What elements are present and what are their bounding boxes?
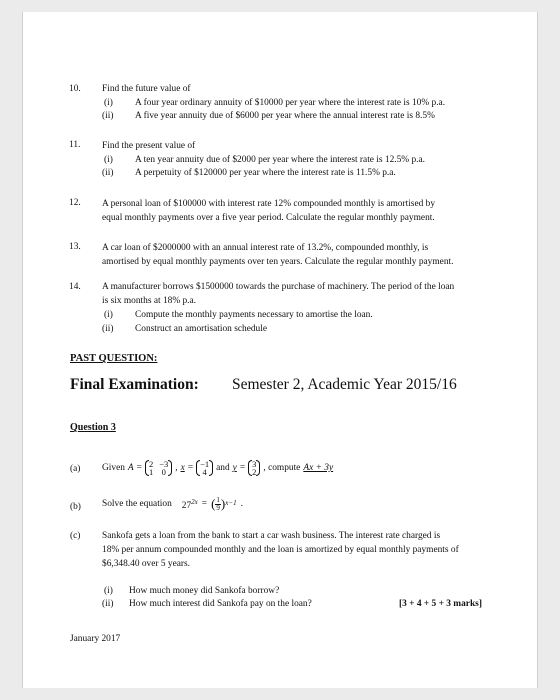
q11-i-label: (i) [104, 155, 113, 165]
q13-line2: amortised by equal monthly payments over ten years. Calculate the regular monthly payment. [102, 257, 454, 267]
q3-c-label: (c) [70, 531, 81, 541]
q3-a-statement: Given A = 2 1 −3 0 , x = −1 4 and y = 3 2 , compute Ax + 3y [102, 459, 334, 477]
q3-a-expression: Ax + 3y [303, 463, 334, 473]
q10-stem: Find the future value of [102, 84, 191, 94]
q3-a-given: Given [102, 463, 125, 473]
q3-a-matrix-cell: −3 [159, 459, 169, 469]
q3-a-matrix-cell: 0 [161, 467, 166, 477]
q3-b-rhs: ( $\frac{1}{9}$ ) x−1 [211, 495, 237, 512]
q3-b-frac-num: 1 [216, 495, 220, 504]
footer-date: January 2017 [70, 634, 121, 644]
q3-b-statement: Solve the equation $27^{2x}$ = ( $\frac{1}{9}$ ) x−1 . [102, 495, 243, 512]
q3-b-frac-den: 9 [216, 503, 220, 512]
q14-line2: is six months at 18% p.a. [102, 296, 197, 306]
marks-allocation: [3 + 4 + 5 + 3 marks] [399, 599, 482, 609]
q3-c-ii-text: How much interest did Sankofa pay on the loan? [129, 599, 312, 609]
question-3-heading: Question 3 [70, 422, 116, 433]
q3-c-ii-label: (ii) [102, 599, 114, 609]
q14-i-label: (i) [104, 310, 113, 320]
exam-semester: Semester 2, Academic Year 2015/16 [232, 376, 457, 393]
past-question-heading: PAST QUESTION: [70, 353, 158, 364]
q14-ii-label: (ii) [102, 324, 114, 334]
q3-a-y-name: y [232, 463, 237, 473]
q13-line1: A car loan of $2000000 with an annual interest rate of 13.2%, compounded monthly, is [102, 243, 429, 253]
q3-a-equals: = [136, 463, 142, 473]
q3-a-equals-x: = [187, 463, 194, 473]
q3-b-rhs-exponent: x−1 [225, 498, 237, 507]
exam-title: Final Examination: [70, 376, 199, 393]
q3-c-line1: Sankofa gets a loan from the bank to start a car wash business. The interest rate charged is [102, 531, 441, 541]
q3-a-equals-y: = [239, 463, 246, 473]
q3-a-matrix [145, 460, 172, 476]
q11-ii-label: (ii) [102, 168, 114, 178]
q3-a-x-cell: −1 [200, 459, 210, 469]
q3-b-exponent: 2x [191, 497, 198, 506]
q11-ii-text: A perpetuity of $120000 per year where the interest rate is 11.5% p.a. [135, 168, 396, 178]
q3-b-base: 27 [181, 501, 192, 512]
q3-c-i-label: (i) [104, 586, 113, 596]
q14-number: 14. [69, 282, 81, 292]
q14-line1: A manufacturer borrows $1500000 towards the purchase of machinery. The period of the loan [102, 282, 455, 292]
q10-ii-label: (ii) [102, 111, 114, 121]
q3-a-y-cell: 3 [252, 459, 257, 469]
q11-stem: Find the present value of [102, 141, 196, 151]
q11-i-text: A ten year annuity due of $2000 per year where the interest rate is 12.5% p.a. [135, 155, 426, 165]
q3-b-label: (b) [70, 502, 81, 512]
q3-c-i-text: How much money did Sankofa borrow? [129, 586, 280, 596]
q3-a-and: and [216, 463, 230, 473]
q12-line1: A personal loan of $100000 with interest rate 12% compounded monthly is amortised by [102, 199, 436, 209]
q10-ii-text: A five year annuity due of $6000 per year where the annual interest rate is 8.5% [135, 111, 435, 121]
q3-a-y-vector [248, 460, 260, 476]
q3-a-x-vector [196, 460, 213, 476]
q3-c-line3: $6,348.40 over 5 years. [102, 559, 191, 569]
q3-b-text: Solve the equation [102, 499, 172, 509]
q3-a-label: (a) [70, 464, 81, 474]
q12-number: 12. [69, 198, 81, 208]
q14-i-text: Compute the monthly payments necessary to amortise the loan. [135, 310, 373, 320]
q10-i-text: A four year ordinary annuity of $10000 per year where the interest rate is 10% p.a. [135, 98, 446, 108]
q10-number: 10. [69, 84, 81, 94]
q3-a-y-cell: 2 [252, 467, 257, 477]
q14-ii-text: Construct an amortisation schedule [135, 324, 268, 334]
q3-a-matrix-name: A [127, 463, 134, 473]
q3-a-x-cell: 4 [202, 467, 207, 477]
q12-line2: equal monthly payments over a five year period. Calculate the regular monthly payment. [102, 213, 435, 223]
q3-a-x-name: x [180, 463, 185, 473]
q3-c-line2: 18% per annum compounded monthly and the loan is amortized by equal monthly payments of [102, 545, 459, 555]
q3-a-matrix-cell: 1 [148, 467, 154, 477]
q13-number: 13. [69, 242, 81, 252]
q3-a-matrix-cell: 2 [148, 459, 154, 469]
q11-number: 11. [69, 140, 81, 150]
q3-b-lhs [182, 496, 198, 512]
q10-i-label: (i) [104, 98, 113, 108]
document-page [22, 12, 538, 688]
q3-a-compute: , compute [263, 463, 301, 473]
